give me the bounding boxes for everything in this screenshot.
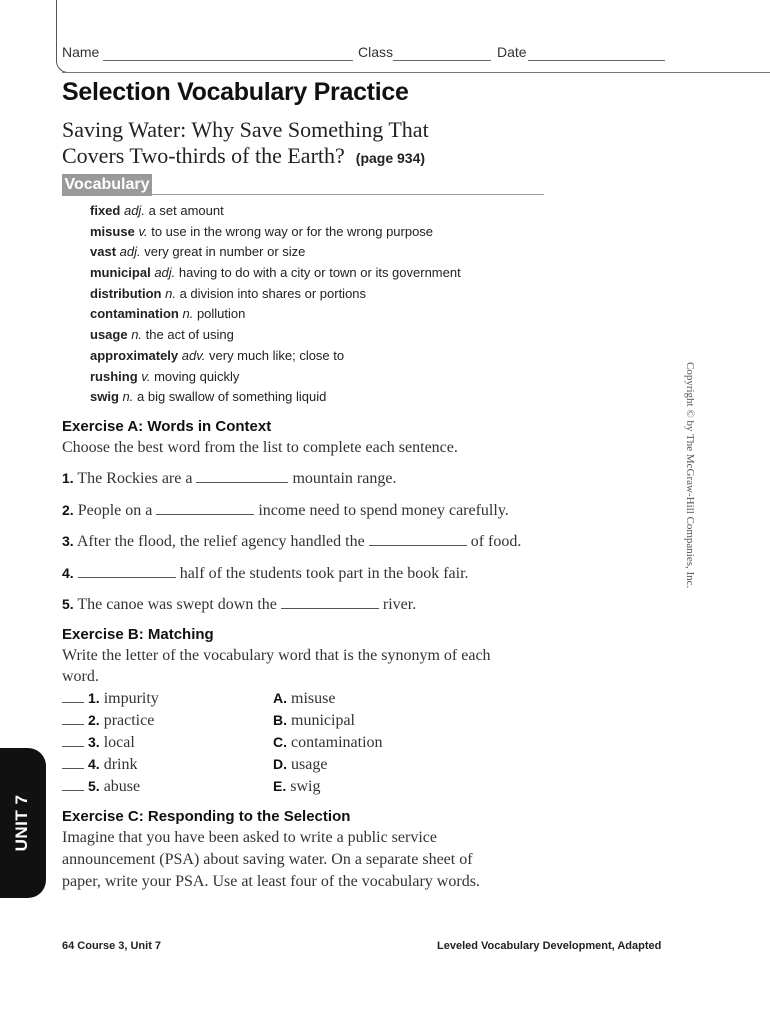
answer-blank[interactable] — [369, 533, 467, 546]
option-letter: E. — [273, 778, 287, 794]
vocab-pos: n. — [122, 389, 134, 405]
match-word: impurity — [103, 690, 159, 707]
option-letter: B. — [273, 712, 287, 728]
match-option-e — [273, 775, 320, 797]
item-number: 5. — [88, 778, 100, 794]
vocab-item — [90, 284, 461, 305]
vocabulary-rule — [62, 194, 544, 195]
date-field[interactable] — [528, 60, 665, 61]
vocab-word: approximately — [90, 347, 179, 363]
selection-subtitle — [62, 117, 582, 171]
item-number: 4. — [88, 756, 100, 772]
vocab-word: swig — [90, 389, 119, 405]
option-word: usage — [291, 756, 328, 773]
vocab-item — [90, 242, 461, 263]
footer-book-title: Leveled Vocabulary Development, Adapted — [437, 940, 662, 952]
page-reference: (page 934) — [355, 150, 426, 166]
match-word: drink — [103, 756, 138, 773]
match-word: practice — [103, 712, 155, 729]
vocab-definition: having to do with a city or town or its government — [178, 265, 461, 281]
exercise-b-heading: Exercise B: Matching — [62, 626, 214, 643]
sentence-start: People on a — [77, 502, 153, 519]
sentence-start: After the flood, the relief agency handled the — [76, 533, 365, 550]
option-word: misuse — [291, 690, 336, 707]
exercise-c-heading: Exercise C: Responding to the Selection — [62, 808, 351, 825]
vocab-definition: to use in the wrong way or for the wrong purpose — [151, 223, 434, 239]
match-word: local — [103, 734, 135, 751]
vocab-word: misuse — [90, 223, 135, 239]
vocab-word: contamination — [90, 306, 179, 322]
vocab-pos: n. — [182, 306, 194, 322]
exercise-a-item-3 — [62, 533, 521, 551]
vocab-word: fixed — [90, 203, 121, 218]
vocab-definition: a division into shares or portions — [179, 285, 367, 301]
copyright-notice: Copyright © by The McGraw-Hill Companies, Inc. — [684, 362, 696, 589]
exercise-a-heading: Exercise A: Words in Context — [62, 418, 272, 435]
vocab-word: rushing — [90, 368, 138, 384]
vocab-pos: n. — [165, 285, 176, 301]
vocab-definition: a set amount — [148, 203, 224, 218]
sentence-end: mountain range. — [292, 470, 397, 487]
vocab-item — [90, 222, 461, 243]
subtitle-line-2 — [62, 143, 582, 171]
item-number: 3. — [62, 533, 74, 549]
vocab-word: municipal — [90, 265, 151, 281]
vocab-pos: adj. — [123, 203, 145, 218]
match-option-d — [273, 753, 327, 775]
match-answer-blank[interactable] — [62, 734, 84, 747]
sentence-end: river. — [382, 596, 417, 613]
item-number: 2. — [62, 502, 74, 518]
exercise-c-line-1: Imagine that you have been asked to write a public service — [62, 829, 437, 846]
match-item-3 — [62, 731, 135, 753]
exercise-a-item-1 — [62, 470, 396, 488]
exercise-b-instructions-line-2: word. — [62, 668, 99, 685]
match-item-4 — [62, 753, 137, 775]
vocabulary-tab: Vocabulary — [62, 174, 152, 196]
match-answer-blank[interactable] — [62, 778, 84, 791]
item-number: 5. — [62, 596, 74, 612]
answer-blank[interactable] — [156, 502, 254, 515]
exercise-a-instructions: Choose the best word from the list to complete each sentence. — [62, 439, 458, 456]
sentence-start: The canoe was swept down the — [77, 596, 277, 613]
answer-blank[interactable] — [281, 596, 379, 609]
vocab-definition: pollution — [196, 306, 246, 322]
vocab-definition: moving quickly — [154, 368, 240, 384]
date-label: Date — [497, 44, 527, 60]
item-number: 1. — [62, 470, 74, 486]
vocab-item — [90, 325, 461, 346]
vocab-pos: adv. — [181, 347, 206, 363]
sentence-end: half of the students took part in the book fair. — [179, 565, 469, 582]
match-item-1 — [62, 687, 159, 709]
header-frame-line — [56, 0, 57, 62]
match-option-a — [273, 687, 335, 709]
header-rule — [62, 72, 770, 73]
vocab-word: usage — [90, 327, 128, 343]
vocab-pos: adj. — [119, 244, 141, 260]
item-number: 2. — [88, 712, 100, 728]
vocab-item — [90, 263, 461, 284]
vocab-item — [90, 387, 461, 408]
item-number: 3. — [88, 734, 100, 750]
exercise-a-item-4 — [62, 565, 469, 583]
match-answer-blank[interactable] — [62, 712, 84, 725]
vocab-pos: adj. — [154, 265, 176, 281]
subtitle-line-1: Saving Water: Why Save Something That — [62, 117, 429, 142]
option-word: contamination — [291, 734, 383, 751]
vocab-item — [90, 304, 461, 325]
footer-page-info: 64 Course 3, Unit 7 — [62, 940, 162, 952]
exercise-a-item-5 — [62, 596, 416, 614]
page-title: Selection Vocabulary Practice — [62, 78, 409, 106]
vocab-word: vast — [90, 244, 117, 260]
match-item-2 — [62, 709, 154, 731]
subtitle-line-2-text: Covers Two-thirds of the Earth? — [62, 143, 345, 168]
vocab-item — [90, 201, 461, 222]
vocab-definition: a big swallow of something liquid — [137, 389, 327, 405]
class-field[interactable] — [393, 60, 491, 61]
match-option-c — [273, 731, 383, 753]
item-number: 1. — [88, 690, 100, 706]
name-label: Name — [62, 44, 100, 60]
item-number: 4. — [62, 565, 74, 581]
match-answer-blank[interactable] — [62, 690, 84, 703]
exercise-b-instructions-line-1: Write the letter of the vocabulary word that is the synonym of each — [62, 647, 491, 664]
sentence-start: The Rockies are a — [77, 470, 193, 487]
unit-tab-label: UNIT 7 — [12, 794, 31, 852]
sentence-end: of food. — [470, 533, 522, 550]
answer-blank[interactable] — [78, 565, 176, 578]
vocab-pos: v. — [138, 223, 148, 239]
exercise-c-line-2: announcement (PSA) about saving water. On a separate sheet of — [62, 851, 473, 868]
exercise-a-item-2 — [62, 502, 509, 520]
vocab-pos: n. — [131, 327, 143, 343]
option-word: municipal — [291, 712, 355, 729]
vocab-definition: very much like; close to — [209, 347, 345, 363]
option-word: swig — [290, 778, 321, 795]
name-field[interactable] — [103, 60, 353, 61]
option-letter: C. — [273, 734, 287, 750]
sentence-end: income need to spend money carefully. — [258, 502, 509, 519]
match-word: abuse — [103, 778, 141, 795]
vocab-pos: v. — [141, 368, 151, 384]
vocab-item — [90, 367, 461, 388]
match-item-5 — [62, 775, 140, 797]
vocab-item — [90, 346, 461, 367]
match-option-b — [273, 709, 355, 731]
answer-blank[interactable] — [196, 470, 288, 483]
vocab-word: distribution — [90, 285, 162, 301]
class-label: Class — [358, 44, 394, 60]
option-letter: A. — [273, 690, 287, 706]
exercise-c-line-3: paper, write your PSA. Use at least four of the vocabulary words. — [62, 873, 480, 890]
match-answer-blank[interactable] — [62, 756, 84, 769]
vocab-definition: the act of using — [145, 327, 234, 343]
vocab-definition: very great in number or size — [144, 244, 306, 260]
option-letter: D. — [273, 756, 287, 772]
vocabulary-list — [90, 201, 461, 408]
